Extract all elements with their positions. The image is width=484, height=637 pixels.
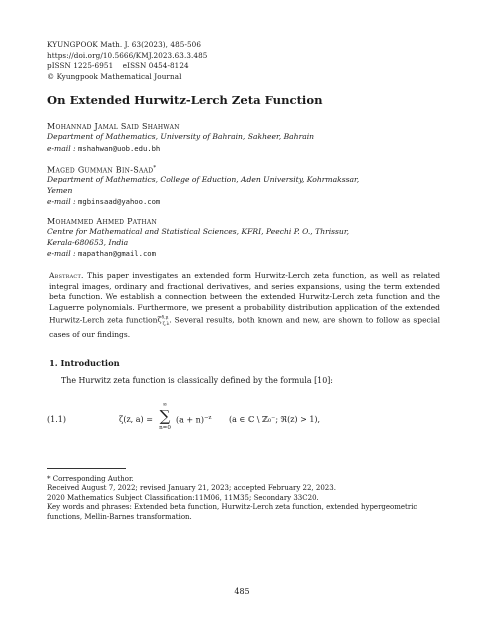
abstract <box>49 271 440 341</box>
summation <box>157 402 173 432</box>
equation-term: $(a + n)^{-z}$ <box>176 414 212 425</box>
email-label: e-mail : <box>47 249 76 259</box>
intro-paragraph: The Hurwitz zeta function is classically defined by the formula [10]: <box>61 375 333 385</box>
email-address[interactable]: mapathan@gmail.com <box>78 249 156 259</box>
paper-title: On Extended Hurwitz-Lerch Zeta Function <box>47 93 323 107</box>
doi-link[interactable]: https://doi.org/10.5666/KMJ.2023.63.3.485 <box>47 50 208 60</box>
email-address[interactable]: mgbinsaad@yahoo.com <box>78 197 161 207</box>
author-affiliation: Department of Mathematics, College of Eduction, Aden University, Kohrmakssar, <box>47 175 360 185</box>
equation-body <box>119 402 419 442</box>
section-heading: 1. Introduction <box>49 357 120 368</box>
sum-lower-limit: n=0 <box>159 424 171 431</box>
footnote-corresponding: * Corresponding Author. <box>47 474 134 483</box>
sum-symbol: ∑ <box>159 406 171 425</box>
abstract-text-end: . Several results, both known and new, are shown to follow as special cases of our findings. <box>49 315 440 340</box>
page-number: 485 <box>234 587 250 596</box>
author-name: Mohannad Jamal Said Shahwan <box>47 122 180 131</box>
corresponding-mark: * <box>153 164 157 171</box>
author-affiliation: Centre for Mathematical and Statistical Sciences, KFRI, Peechi P. O., Thrissur, <box>47 227 350 237</box>
abstract-heading: Abstract. <box>49 271 84 281</box>
author-block-3 <box>47 216 440 259</box>
footnote-msc: 2020 Mathematics Subject Classification:11M06, 11M35; Secondary 33C20. <box>47 493 319 502</box>
author-name <box>47 163 440 176</box>
author-email-line <box>47 248 440 259</box>
equation-condition: (a ∈ ℂ \ ℤ₀⁻; ℜ(z) > 1), <box>229 414 321 424</box>
footnote-rule <box>47 468 126 469</box>
author-name: Mohammed Ahmed Pathan <box>47 217 158 227</box>
author-email-line <box>47 196 440 207</box>
footnotes <box>47 475 440 523</box>
footnote-dates: Received August 7, 2022; revised January 21, 2023; accepted February 22, 2023. <box>47 484 336 493</box>
journal-citation: KYUNGPOOK Math. J. 63(2023), 485-506 <box>47 40 201 49</box>
footnote-keywords: Key words and phrases: Extended beta function, Hurwitz-Lerch zeta function, extended hypergeometric functions, Mellin-Barnes transformation. <box>47 503 418 521</box>
zeta-symbol: $\zeta^{\delta,\mu}_{\zeta,\lambda}$ <box>157 315 170 327</box>
issn-line: pISSN 1225-6951 eISSN 0454-8124 <box>47 61 189 70</box>
equation-number: (1.1) <box>47 414 66 424</box>
author-email-line <box>47 143 440 154</box>
equation-exponent: −z <box>203 414 212 421</box>
author-affiliation-cont: Kerala-680653, India <box>47 237 129 247</box>
author-block-2 <box>47 163 440 208</box>
sum-upper-limit: ∞ <box>162 401 168 408</box>
author-affiliation-cont: Yemen <box>47 185 73 195</box>
author-name-text: Maged Gumman Bin-Saad <box>47 165 154 175</box>
journal-header <box>47 40 440 82</box>
email-address[interactable]: mshahwan@uob.edu.bh <box>78 143 161 153</box>
author-affiliation: Department of Mathematics, University of Bahrain, Sakheer, Bahrain <box>47 132 315 141</box>
equation-lhs: ζ(z, a) = <box>119 414 153 424</box>
equation-1-1 <box>47 402 440 442</box>
abstract-text: This paper investigates an extended form Hurwitz-Lerch zeta function, as well as related integral images, ordinary and fractional derivatives, and series expansions, using the term extended beta function. We establish a connection between the extended Hurwitz-Lerch zeta function and the Laguerre polynomials. Furthermore, we present a probability distribution application of the extended Hurwitz-Lerch zeta function <box>49 271 440 325</box>
author-block-1 <box>47 121 440 154</box>
email-label: e-mail : <box>47 143 76 153</box>
email-label: e-mail : <box>47 197 76 207</box>
copyright-line: © Kyungpook Mathematical Journal <box>47 71 182 81</box>
